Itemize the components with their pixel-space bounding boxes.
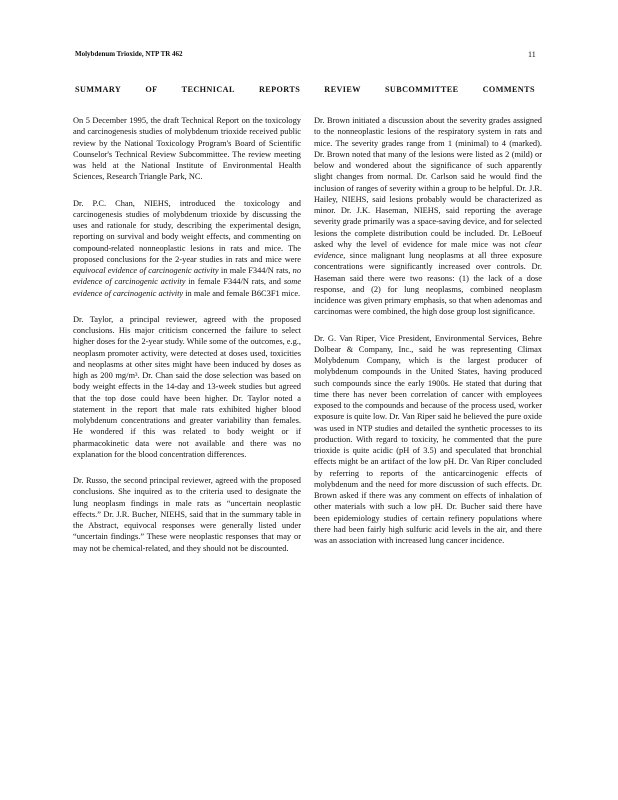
paragraph: Dr. Russo, the second principal reviewer, agreed with the proposed conclusions. She inquired as to the criteria used to designate the lung neoplasm findings in male rats as “uncertain neoplastic effects.” Dr. J.R. Bucher, NIEHS, said that in the summary table in the Abstract, equivocal responses were generally listed under “uncertain findings.” These were neoplastic responses that may or may not be chemical-related, and they should not be discounted. (73, 476, 301, 553)
italic-run: no evidence of carcinogenic activity (73, 266, 302, 287)
text-run: Dr. Brown initiated a discussion about the severity grades assigned to the nonneoplastic lesions of the respiratory system in rats and mice. The severity grades range from 1 (minimal) to 4 (marked). Dr. Brown noted that many of the lesions were listed as 2 (mild) or below and wondered about the significance of such apparently slight changes from normal. Dr. Carlson said he would find the inclusion of ranges of severity within a group to be helpful. Dr. J.R. Hailey, NIEHS, said lesions probably would be characterized as minor. Dr. J.K. Haseman, NIEHS, said reporting the average severity grade primarily was a space-saving device, and for selected lesions the complete distribution could be included. Dr. LeBoeuf asked why the level of evidence for male mice was not (314, 116, 542, 249)
text-run: in female F344/N rats, and (188, 277, 281, 287)
text-run: Dr. P.C. Chan, NIEHS, introduced the toxicology and carcinogenesis studies of molybdenum trioxide by discussing the uses and rationale for study, describing the experimental design, reporting on survival and body weight effects, and commenting on compound-related nonneoplastic lesions in rats and mice. The proposed conclusions for the 2-year studies in rats and mice were (73, 198, 301, 264)
running-header: Molybdenum Trioxide, NTP TR 462 (75, 50, 183, 58)
right-column (314, 115, 542, 561)
title-word: OF (145, 85, 158, 94)
title-word: SUBCOMMITTEE (384, 85, 459, 94)
italic-run: equivocal evidence of carcinogenic activity (73, 266, 219, 275)
title-word: SUMMARY (75, 85, 122, 94)
page-number: 11 (528, 50, 536, 59)
section-title (75, 85, 535, 94)
italic-run: clear evidence (314, 239, 543, 260)
title-word: COMMENTS (482, 85, 535, 94)
paragraph (73, 198, 301, 299)
paragraph: On 5 December 1995, the draft Technical Report on the toxicology and carcinogenesis studies of molybdenum trioxide received public review by the National Toxicology Program's Board of Scientific Counselor's Technical Review Subcommittee. The review meeting was held at the National Institute of Environmental Health Sciences, Research Triangle Park, NC. (73, 116, 301, 182)
text-run: in male F344/N rats, (220, 266, 291, 275)
title-word: REPORTS (258, 85, 301, 94)
title-word: REVIEW (324, 85, 361, 94)
paragraph: Dr. G. Van Riper, Vice President, Environmental Services, Behre Dolbear & Company, Inc., said he was representing Climax Molybdenum Company, which is the largest producer of molybdenum compounds in the United States, having produced such compounds since the early 1900s. He stated that during that time there has never been correlation of cancer with employees exposed to the compounds and because of the process used, worker exposure is quite low. Dr. Van Riper said he believed the pure oxide was used in NTP studies and detailed the synthetic processes to its production. With regard to toxicity, he commented that the pure trioxide is quite acidic (pH of 3.5) and speculated that bronchial effects might be an artifact of the low pH. Dr. Van Riper concluded by referring to reports of the anticarcinogenic effects of molybdenum and the need for more discussion of such effects. Dr. Brown asked if there was any comment on effects of inhalation of other materials with such a low pH. Dr. Bucher said there have been epidemiology studies of certain refinery populations where there had been fairly high sulfuric acid levels in the air, and there was an association with increased lung cancer incidence. (314, 333, 542, 545)
paragraph (314, 115, 542, 318)
italic-run: some evidence of carcinogenic activity (73, 277, 302, 298)
text-run: in male and female B6C3F1 mice. (185, 288, 301, 298)
text-run: , since malignant lung neoplasms at all three exposure concentrations were significantly increased over controls. Dr. Haseman said there were two reasons: (1) the lack of a dose response, and (2) for lung neoplasms, combined neoplasm incidence was given primary emphasis, so that when adenomas and carcinomas were combined, the high dose group lost significance. (314, 251, 542, 317)
title-word: TECHNICAL (181, 85, 235, 94)
left-column (73, 115, 301, 569)
paragraph: Dr. Taylor, a principal reviewer, agreed with the proposed conclusions. His major criticism concerned the failure to select higher doses for the 2-year study. While some of the outcomes, e.g., neoplasm promoter activity, were detected at doses used, toxicities and neoplasms at other sites might have been induced by doses as high as 200 mg/m³. Dr. Chan said the dose selection was based on body weight effects in the 14-day and 13-week studies but agreed that the top dose could have been higher. Dr. Taylor noted a statement in the report that male rats exhibited higher blood molybdenum concentrations and greater variability than females. He wondered if this was related to body weight or if pharmacokinetic data were not available and there was no explanation for the blood concentration differences. (73, 314, 301, 459)
